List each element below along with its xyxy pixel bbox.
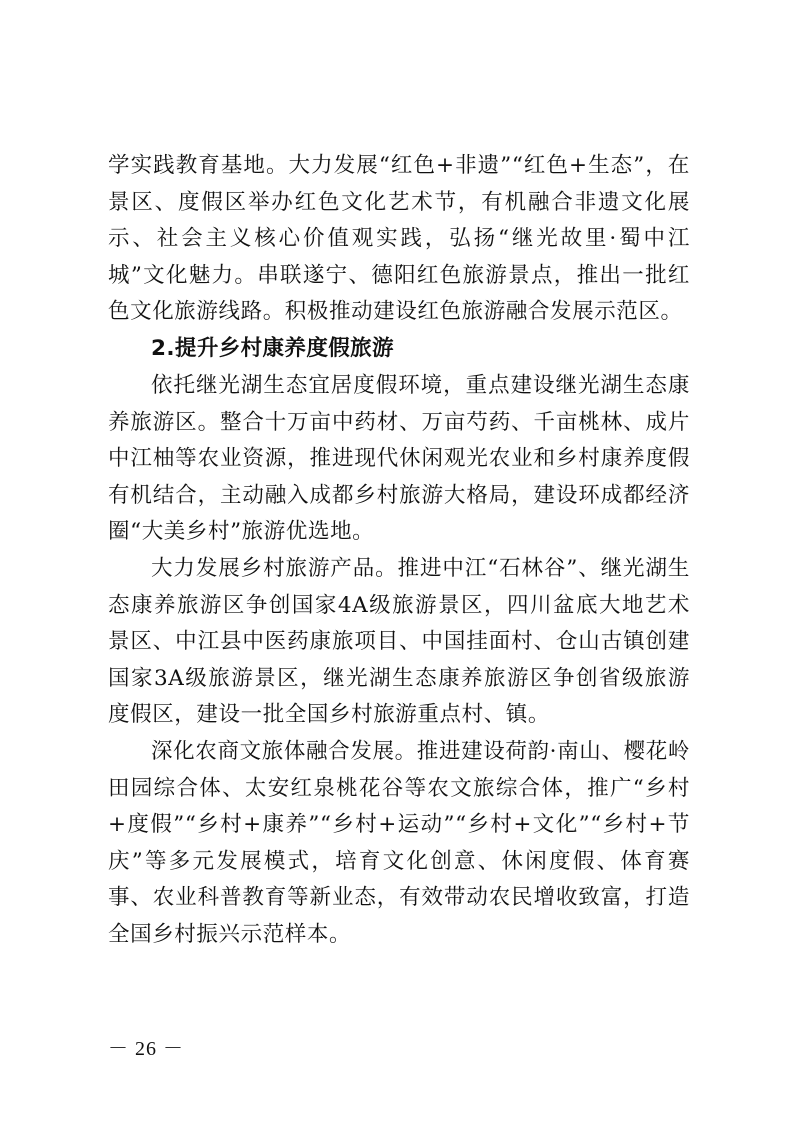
paragraph-jiguang-lake bbox=[108, 368, 690, 551]
paragraph-integration bbox=[108, 734, 690, 954]
body-paragraph: 大力发展乡村旅游产品。推进中江“石林谷”、继光湖生态康养旅游区争创国家4A级旅游景区，四川盆底大地艺术景区、中江县中医药康旅项目、中国挂面村、仓山古镇创建国家3A级旅游景区，继光湖生态康养旅游区争创省级旅游度假区，建设一批全国乡村旅游重点村、镇。 bbox=[108, 556, 690, 728]
body-paragraph: 依托继光湖生态宜居度假环境，重点建设继光湖生态康养旅游区。整合十万亩中药材、万亩芍药、千亩桃林、成片中江柚等农业资源，推进现代休闲观光农业和乡村康养度假有机结合，主动融入成都乡村旅游大格局，建设环成都经济圈“大美乡村”旅游优选地。 bbox=[108, 373, 690, 545]
body-paragraph: 深化农商文旅体融合发展。推进建设荷韵·南山、樱花岭田园综合体、太安红泉桃花谷等农文旅综合体，推广“乡村+度假”“乡村+康养”“乡村+运动”“乡村+文化”“乡村+节庆”等多元发展模式，培育文化创意、休闲度假、体育赛事、农业科普教育等新业态，有效带动农民增收致富，打造全国乡村振兴示范样本。 bbox=[108, 739, 690, 947]
paragraph-rural-products bbox=[108, 551, 690, 734]
body-paragraph: 学实践教育基地。大力发展“红色+非遗”“红色+生态”，在景区、度假区举办红色文化艺术节，有机融合非遗文化展示、社会主义核心价值观实践，弘扬“继光故里·蜀中江城”文化魅力。串联遂宁、德阳红色旅游景点，推出一批红色文化旅游线路。积极推动建设红色旅游融合发展示范区。 bbox=[108, 153, 690, 325]
heading-rural-wellness: 2.提升乡村康养度假旅游 bbox=[151, 336, 394, 361]
page-number: － 26 － bbox=[108, 1038, 184, 1060]
section-heading bbox=[108, 331, 690, 368]
paragraph-red-tourism bbox=[108, 148, 690, 331]
